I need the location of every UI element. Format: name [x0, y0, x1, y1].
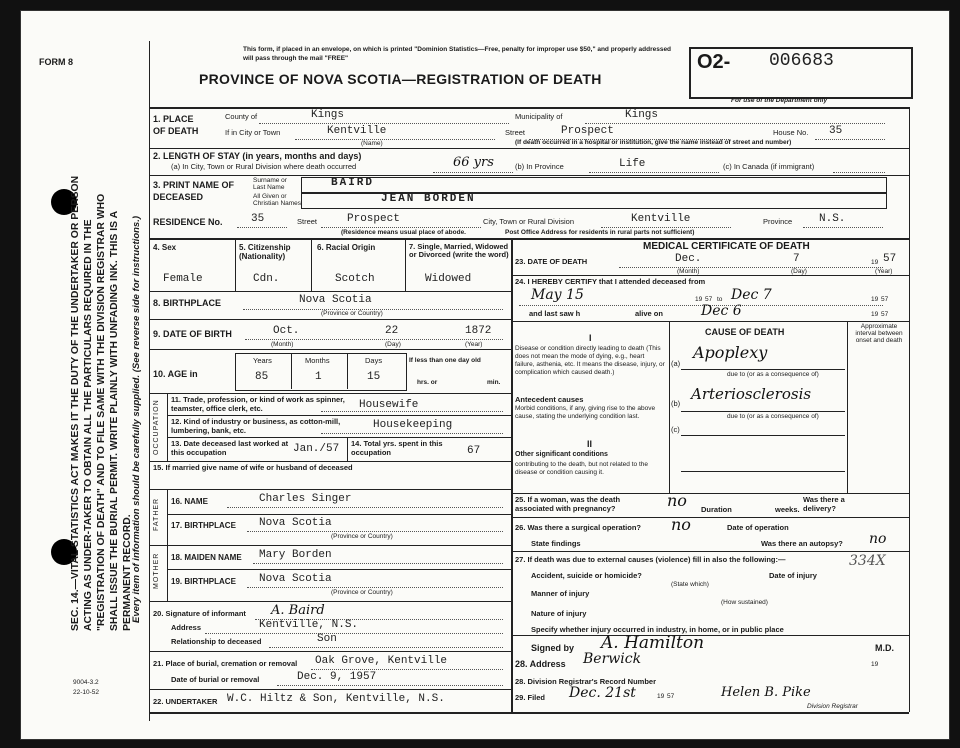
dob-label: 9. DATE OF BIRTH [153, 329, 232, 339]
surname-value: BAIRD [331, 177, 375, 189]
burial-date-label: Date of burial or removal [171, 675, 260, 684]
interval-label: Approximate interval between onset and death [855, 323, 903, 344]
death-year-sublabel: (Year) [875, 268, 893, 275]
attended-to: Dec 7 [731, 287, 772, 303]
dob-day-sublabel: (Day) [385, 341, 401, 348]
date-of-injury-label: Date of injury [769, 571, 817, 580]
citizenship-label: 5. Citizenship (Nationality) [239, 243, 291, 261]
residence-note-2: Post Office Address for residents in rural parts not sufficient) [505, 229, 695, 236]
residence-city-label: City, Town or Rural Division [483, 217, 574, 226]
mother-maiden-value: Mary Borden [259, 549, 332, 561]
total-years-value: 67 [467, 445, 481, 457]
date-of-death-label: 23. DATE OF DEATH [515, 257, 588, 266]
attended-from: May 15 [531, 287, 584, 303]
dob-year-sublabel: (Year) [465, 341, 483, 348]
physician-address: Berwick [583, 651, 642, 667]
cause-c-marker: (c) [671, 425, 680, 434]
how-sustained-label: (How sustained) [721, 599, 768, 606]
state-which-label: (State which) [671, 581, 709, 588]
street-label: Street [505, 128, 526, 137]
death-month-sublabel: (Month) [677, 268, 700, 275]
cause-b-value: Arteriosclerosis [691, 385, 812, 403]
side-instruction-text: SEC. 14.—VITAL STATISTICS ACT MAKES IT THE DUTY OF THE UNDERTAKER OR PERSON ACTING AS UNDER-TAKER TO OBTAIN ALL THE PARTICULARS REQUIRED IN THE "REGISTRATION OF DEATH" AND TO FILE SAME WITH THE DIVISION REGISTRAR WHO SHALL ISSUE THE BURIAL PERMIT. WRITE PLAINLY WITH UNFADING INK. THIS IS A PERMANENT RECORD. [70, 175, 133, 631]
division-record-label: 28. Division Registrar's Record Number [515, 677, 656, 686]
death-day: 7 [793, 253, 800, 265]
attended-to-prefix: 19 [871, 296, 879, 303]
date-of-operation-label: Date of operation [727, 523, 789, 532]
given-names-label: All Given or Christian Names [253, 193, 302, 207]
industry-label: 12. Kind of industry or business, as cotton-mill, lumbering, bank, etc. [171, 417, 341, 435]
birthplace-sublabel: (Province or Country) [321, 310, 383, 317]
stay-province-value: Life [619, 158, 646, 170]
mother-maiden-label: 18. MAIDEN NAME [171, 553, 242, 562]
informant-label: 20. Signature of informant [153, 609, 246, 618]
medical-certificate-title: MEDICAL CERTIFICATE OF DEATH [643, 241, 810, 252]
given-names-value: JEAN BORDEN [381, 193, 476, 205]
informant-address-label: Address [171, 623, 202, 632]
print-date: 22-10-52 [73, 689, 100, 696]
age-days-value: 15 [367, 371, 381, 383]
age-years-value: 85 [255, 371, 269, 383]
stay-city-label: (a) In City, Town or Rural Division where death occurred [171, 162, 357, 171]
death-registration-form [20, 10, 950, 740]
city-label: If in City or Town [225, 128, 281, 137]
dob-year: 1872 [465, 325, 492, 337]
mother-birthplace-sublabel: (Province or Country) [331, 589, 393, 596]
residence-street-label: Street [297, 217, 318, 226]
attended-from-prefix: 19 [695, 296, 703, 303]
informant-address-value: Kentville, N.S. [259, 619, 359, 631]
death-year-prefix: 19 [871, 259, 879, 266]
min-label: min. [487, 379, 501, 386]
industry-value: Housekeeping [373, 419, 453, 431]
trade-label: 11. Trade, profession, or kind of work as spinner, teamster, office clerk, etc. [171, 395, 345, 413]
division-registrar-label: Division Registrar [807, 703, 858, 710]
attended-from-year: 57 [705, 296, 713, 303]
due-to-label-a: due to (or as a consequence of) [727, 371, 819, 378]
autopsy-answer: no [869, 531, 887, 547]
sex-label: 4. Sex [153, 243, 177, 252]
attended-to-label: to [717, 296, 723, 303]
citizenship-value: Cdn. [253, 273, 280, 285]
residence-street-value: Prospect [347, 213, 400, 225]
surgical-operation-answer: no [671, 515, 691, 534]
mother-birthplace-label: 19. BIRTHPLACE [171, 577, 236, 586]
house-label: House No. [773, 128, 809, 137]
form-title: PROVINCE OF NOVA SCOTIA—REGISTRATION OF DEATH [199, 71, 602, 87]
informant-signature: A. Baird [271, 603, 325, 618]
municipality-value: Kings [625, 109, 659, 121]
registrar-mark: 334X [849, 553, 886, 569]
cause-a-marker: (a) [671, 359, 681, 368]
state-findings-label: State findings [531, 539, 581, 548]
manner-of-injury-label: Manner of injury [531, 589, 590, 598]
last-worked-value: Jan./57 [293, 443, 340, 455]
age-days-label: Days [365, 356, 383, 365]
address-year-prefix: 19 [871, 661, 879, 668]
due-to-label-b: due to (or as a consequence of) [727, 413, 819, 420]
birthplace-label: 8. BIRTHPLACE [153, 298, 222, 308]
death-year: 57 [883, 253, 897, 265]
house-value: 35 [829, 125, 843, 137]
marital-status-label: 7. Single, Married, Widowed or Divorced (write the word) [409, 242, 509, 259]
last-saw-prefix: 19 [871, 311, 879, 318]
last-saw-year: 57 [881, 311, 889, 318]
hospital-note: (If death occurred in a hospital or institution, give the name instead of street and number) [515, 139, 792, 146]
residence-city-value: Kentville [631, 213, 691, 225]
cause-part-ii: II [587, 439, 593, 449]
signed-by-label: Signed by [531, 643, 575, 653]
hrs-label: hrs. or [417, 379, 438, 386]
father-name-value: Charles Singer [259, 493, 352, 505]
stay-canada-label: (c) In Canada (if immigrant) [723, 162, 815, 171]
weeks-label: weeks. [775, 505, 800, 514]
morbid-conditions-label: Morbid conditions, if any, giving rise to the above cause, stating the underlying condition last. [515, 405, 656, 420]
disease-direct-label: Disease or condition directly leading to death (This does not mean the mode of dying, e.g., heart failure, asthenia, etc. It means the disease, injury, or complication which caused death.) [515, 345, 665, 376]
filed-year: 57 [667, 693, 675, 700]
father-birthplace-sublabel: (Province or Country) [331, 533, 393, 540]
cause-part-i: I [589, 333, 592, 343]
death-day-sublabel: (Day) [791, 268, 807, 275]
accident-label: Accident, suicide or homicide? [531, 571, 642, 580]
burial-date-value: Dec. 9, 1957 [297, 671, 377, 683]
department-use-note: For use of the Department only [731, 97, 828, 104]
less-than-day-label: If less than one day old [409, 357, 481, 364]
side-instruction-text-2: Every item of information should be carefully supplied. (See reverse side for instructions.) [131, 215, 142, 623]
name-sublabel: (Name) [361, 140, 383, 147]
attended-to-year: 57 [881, 296, 889, 303]
alive-on-label: alive on [635, 309, 663, 318]
other-significant-desc: contributing to the death, but not related to the disease or condition causing it. [515, 461, 648, 476]
residence-note: (Residence means usual place of abode. [341, 229, 466, 236]
city-value: Kentville [327, 125, 387, 137]
age-years-label: Years [253, 356, 272, 365]
undertaker-value: W.C. Hiltz & Son, Kentville, N.S. [227, 693, 445, 705]
relationship-value: Son [317, 633, 337, 645]
surgical-operation-label: 26. Was there a surgical operation? [515, 523, 642, 532]
dob-month-sublabel: (Month) [271, 341, 294, 348]
envelope-note: This form, if placed in an envelope, on which is printed "Dominion Statistics—Free, penalty for improper use $50," and properly addressed will pass through the mail "FREE" [243, 46, 672, 62]
md-label: M.D. [875, 643, 894, 653]
surname-label: Surname or Last Name [253, 177, 287, 191]
trade-value: Housewife [359, 399, 419, 411]
mother-label: MOTHER [153, 552, 160, 589]
autopsy-label: Was there an autopsy? [761, 539, 843, 548]
father-birthplace-value: Nova Scotia [259, 517, 332, 529]
age-label: 10. AGE in [153, 369, 198, 379]
filed-year-prefix: 19 [657, 693, 665, 700]
form-number: FORM 8 [39, 57, 74, 67]
pregnancy-answer: no [667, 491, 687, 510]
pregnancy-label: 25. If a woman, was the death associated with pregnancy? [515, 495, 621, 513]
street-value: Prospect [561, 125, 614, 137]
father-name-label: 16. NAME [171, 497, 208, 506]
length-of-stay-label: 2. LENGTH OF STAY (in years, months and days) [153, 151, 362, 161]
mother-birthplace-value: Nova Scotia [259, 573, 332, 585]
nature-of-injury-label: Nature of injury [531, 609, 587, 618]
registration-number: 006683 [769, 51, 834, 71]
residence-number: 35 [251, 213, 265, 225]
dob-day: 22 [385, 325, 399, 337]
delivery-label: Was there a delivery? [803, 495, 845, 513]
relationship-label: Relationship to deceased [171, 637, 262, 646]
stay-province-label: (b) In Province [515, 162, 564, 171]
filed-date: Dec. 21st [569, 685, 636, 701]
print-name-label: 3. PRINT NAME OF DECEASED [153, 180, 235, 202]
occupation-label: OCCUPATION [153, 399, 160, 455]
burial-place-value: Oak Grove, Kentville [315, 655, 448, 667]
print-code: 9004-3.2 [73, 679, 99, 686]
physician-address-label: 28. Address [515, 659, 566, 669]
cause-b-marker: (b) [671, 399, 681, 408]
other-significant-label: Other significant conditions [515, 451, 608, 458]
marital-status-value: Widowed [425, 273, 472, 285]
birthplace-value: Nova Scotia [299, 294, 372, 306]
physician-signature: A. Hamilton [601, 633, 705, 653]
residence-label: RESIDENCE No. [153, 217, 223, 227]
county-label: County of [225, 112, 258, 121]
county-value: Kings [311, 109, 345, 121]
cause-a-value: Apoplexy [693, 343, 768, 362]
racial-origin-label: 6. Racial Origin [317, 243, 376, 252]
father-label: FATHER [153, 497, 160, 531]
external-causes-label: 27. If death was due to external causes (violence) fill in also the following:— [515, 555, 786, 564]
spouse-label: 15. If married give name of wife or husband of deceased [153, 463, 353, 472]
place-of-death-label: 1. PLACE OF DEATH [153, 114, 199, 136]
age-months-value: 1 [315, 371, 322, 383]
municipality-label: Municipality of [515, 112, 563, 121]
registrar-signature: Helen B. Pike [721, 685, 811, 700]
burial-place-label: 21. Place of burial, cremation or removal [153, 659, 298, 668]
undertaker-label: 22. UNDERTAKER [153, 697, 218, 706]
last-saw-date: Dec 6 [701, 303, 742, 319]
residence-province-value: N.S. [819, 213, 846, 225]
surname-box [301, 177, 887, 193]
duration-label: Duration [701, 505, 732, 514]
antecedent-label: Antecedent causes [515, 395, 584, 404]
death-month: Dec. [675, 253, 702, 265]
age-months-label: Months [305, 356, 330, 365]
certify-label: 24. I HEREBY CERTIFY that I attended deceased from [515, 277, 706, 286]
last-worked-label: 13. Date deceased last worked at this occupation [171, 439, 289, 457]
specify-injury-place-label: Specify whether injury occurred in industry, in home, or in public place [531, 625, 784, 634]
father-birthplace-label: 17. BIRTHPLACE [171, 521, 236, 530]
registration-prefix: O2- [697, 51, 731, 73]
sex-value: Female [163, 273, 203, 285]
total-years-label: 14. Total yrs. spent in this occupation [351, 439, 443, 457]
last-saw-label: and last saw h [529, 309, 581, 318]
cause-of-death-heading: CAUSE OF DEATH [705, 327, 785, 337]
filed-label: 29. Filed [515, 693, 546, 702]
stay-city-value: 66 yrs [453, 155, 494, 170]
racial-origin-value: Scotch [335, 273, 375, 285]
residence-province-label: Province [763, 217, 793, 226]
dob-month: Oct. [273, 325, 300, 337]
